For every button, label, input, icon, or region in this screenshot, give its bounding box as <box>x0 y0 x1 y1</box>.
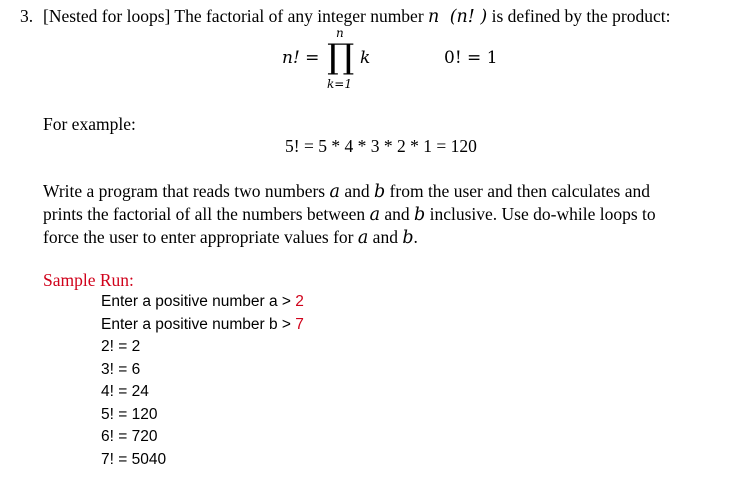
formula-term: k <box>360 48 371 68</box>
result-line: 6! = 720 <box>101 428 158 445</box>
sample-prompt-b <box>101 316 304 334</box>
intro-end: is defined by the product: <box>491 6 671 26</box>
sample-run-label: Sample Run: <box>43 270 134 290</box>
desc-and: and <box>344 181 370 201</box>
var-b: b <box>373 182 386 202</box>
intro-var-n: n <box>428 7 440 27</box>
result-line: 3! = 6 <box>101 361 141 378</box>
description-line-3 <box>43 227 418 248</box>
prompt-text: Enter a positive number a > <box>101 293 291 310</box>
desc-period: . <box>413 227 418 247</box>
question-header <box>43 6 670 27</box>
var-a: a <box>357 228 369 248</box>
desc-text: force the user to enter appropriate values for <box>43 227 354 247</box>
example-label: For example: <box>43 114 136 134</box>
formula-lhs: n! = <box>282 48 320 68</box>
result-line: 2! = 2 <box>101 338 141 355</box>
var-a: a <box>329 182 340 202</box>
formula-base-case: 0! = 1 <box>444 48 498 68</box>
description-line-2 <box>43 204 656 225</box>
desc-and: and <box>384 204 410 224</box>
user-input-b: 7 <box>295 316 304 333</box>
prompt-text: Enter a positive number b > <box>101 316 291 333</box>
formula-lower-limit: k=1 <box>327 77 352 91</box>
desc-text: from the user and then calculates and <box>389 181 650 201</box>
question-intro: The factorial of any integer number <box>174 6 424 26</box>
var-b: b <box>402 228 414 248</box>
desc-text: prints the factorial of all the numbers between <box>43 204 366 224</box>
var-a: a <box>369 205 380 225</box>
user-input-a: 2 <box>295 293 304 310</box>
desc-and: and <box>372 227 398 247</box>
formula-upper-limit: n <box>336 26 344 40</box>
result-line: 5! = 120 <box>101 406 158 423</box>
result-line: 7! = 5040 <box>101 451 167 468</box>
var-b: b <box>414 205 426 225</box>
question-number: 3. <box>20 6 34 26</box>
example-expression: 5! = 5 * 4 * 3 * 2 * 1 = 120 <box>285 136 477 156</box>
question-title: [Nested for loops] <box>43 6 171 26</box>
description-line-1 <box>43 181 650 202</box>
sample-prompt-a <box>101 293 304 311</box>
result-line: 4! = 24 <box>101 383 149 400</box>
product-symbol-icon: ∏ <box>327 37 355 77</box>
intro-paren: (n! ) <box>449 7 488 27</box>
desc-text: Write a program that reads two numbers <box>43 181 326 201</box>
desc-text: inclusive. Use do-while loops to <box>429 204 656 224</box>
